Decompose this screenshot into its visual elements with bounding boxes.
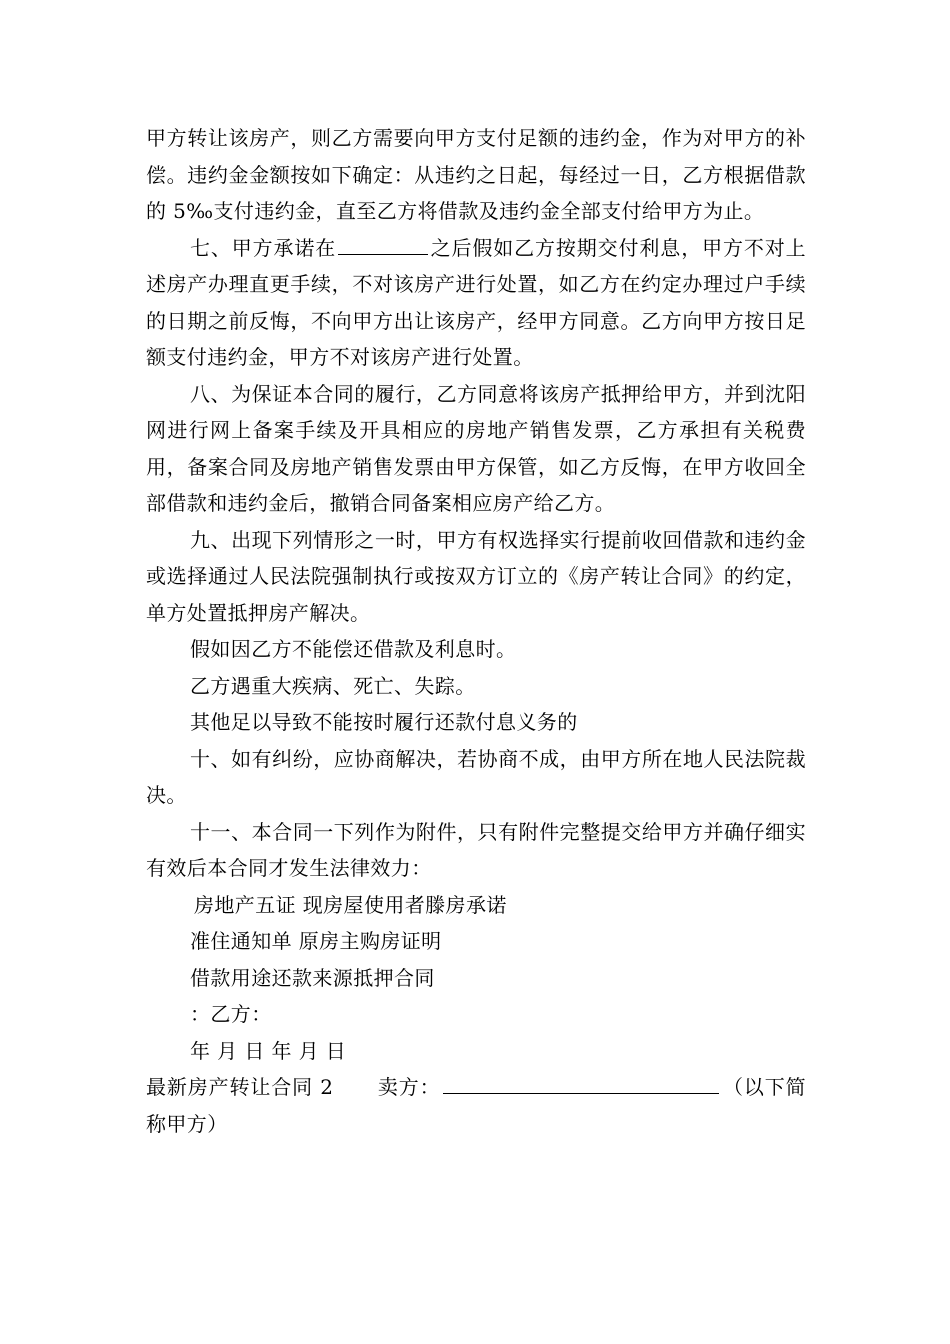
seller-name-blank-field[interactable]	[443, 1071, 719, 1094]
paragraph-clause-7	[146, 230, 806, 376]
paragraph-clause-9: 九、出现下列情形之一时，甲方有权选择实行提前收回借款和违约金或选择通过人民法院强制执行或按双方订立的《房产转让合同》的约定，单方处置抵押房产解决。	[146, 527, 806, 625]
attachment-line-3: 借款用途还款来源抵押合同	[190, 965, 435, 990]
clause-7-body: 之后假如乙方按期交付利息，甲方不对上述房产办理直更手续，不对该房产进行处置，如乙方在约定办理过户手续的日期之前反悔，不向甲方出让该房产，经甲方同意。乙方向甲方按日足额支付违约金，甲方不对该房产进行处置。	[146, 235, 806, 369]
signature-line: ：乙方：	[190, 1002, 272, 1026]
attachment-line-2: 准住通知单 原房主购房证明	[190, 929, 442, 953]
clause-9-item-1: 假如因乙方不能偿还借款及利息时。	[190, 637, 517, 661]
clause-9-item-3: 其他足以导致不能按时履行还款付息义务的	[190, 710, 578, 734]
paragraph-penalty-terms: 甲方转让该房产，则乙方需要向甲方支付足额的违约金，作为对甲方的补偿。违约金金额按如下确定：从违约之日起，每经过一日，乙方根据借款的 5‰支付违约金，直至乙方将借款及违约金全部支付给甲方为止。	[146, 126, 806, 223]
date-blank-field[interactable]	[338, 232, 428, 255]
paragraph-clause-11: 十一、本合同一下列作为附件，只有附件完整提交给甲方并确仔细实有效后本合同才发生法律效力：	[146, 819, 806, 880]
attachment-line-1: 房地产五证 现房屋使用者滕房承诺	[194, 892, 507, 917]
seller-label: 卖方：	[377, 1075, 441, 1099]
paragraph-clause-10: 十、如有纠纷，应协商解决，若协商不成，由甲方所在地人民法院裁决。	[146, 746, 806, 807]
contract-body	[146, 120, 806, 1142]
date-line: 年 月 日 年 月 日	[190, 1038, 347, 1063]
seller-suffix: （以下简称甲方）	[146, 1075, 806, 1136]
clause-9-item-2: 乙方遇重大疾病、死亡、失踪。	[190, 673, 476, 698]
clause-7-lead: 七、甲方承诺在	[190, 235, 337, 260]
next-contract-title: 最新房产转让合同 2	[146, 1075, 334, 1099]
paragraph-clause-8: 八、为保证本合同的履行，乙方同意将该房产抵押给甲方，并到沈阳网进行网上备案手续及开具相应的房地产销售发票，乙方承担有关税费用，备案合同及房地产销售发票由甲方保管，如乙方反悔，在甲方收回全部借款和违约金后，撤销合同备案相应房产给乙方。	[146, 381, 806, 515]
next-contract-heading	[146, 1069, 806, 1142]
